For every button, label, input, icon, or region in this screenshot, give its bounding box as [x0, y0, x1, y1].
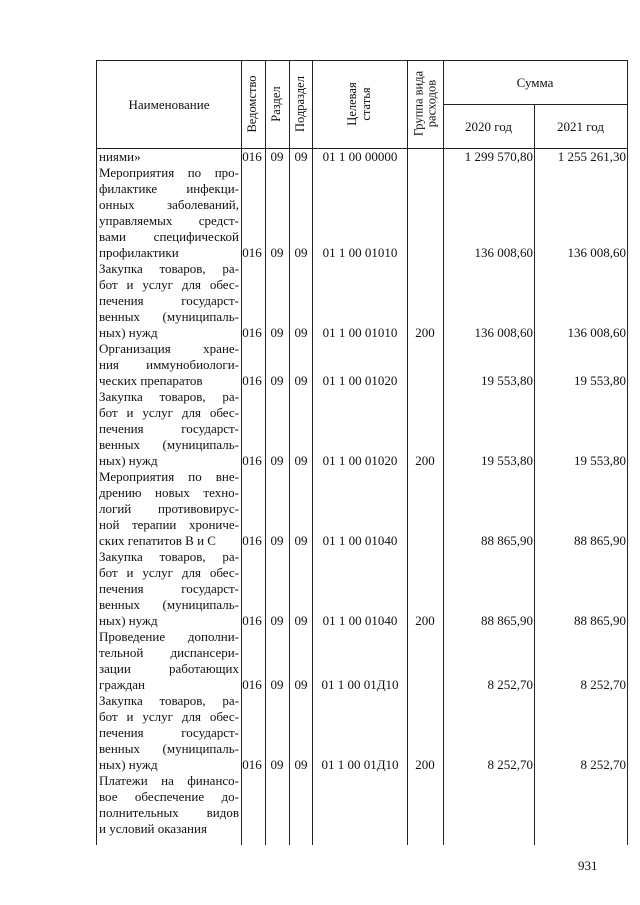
- table-right-border: [627, 60, 628, 845]
- row-podrazdel: 09: [294, 325, 308, 340]
- row-razdel: 09: [270, 613, 284, 628]
- row-name-line: Закупка товаров, ра-: [99, 693, 239, 708]
- row-vedomstvo: 016: [242, 453, 262, 468]
- row-sum-2021: 19 553,80: [574, 373, 626, 388]
- row-name-line: Мероприятия по про-: [99, 165, 239, 180]
- row-sum-2020: 8 252,70: [487, 757, 533, 772]
- row-name: [99, 165, 239, 261]
- row-celevaya-statya: 01 1 00 00000: [322, 149, 398, 164]
- row-sum-2021: 19 553,80: [574, 453, 626, 468]
- row-razdel: 09: [270, 373, 284, 388]
- row-name-line: ниями»: [99, 149, 141, 164]
- header-celevaya-2: статья: [359, 87, 373, 121]
- row-sum-2021: 8 252,70: [580, 677, 626, 692]
- row-name-line: Платежи на финансо-: [99, 773, 239, 788]
- row-name: [99, 261, 239, 341]
- row-sum-2020: 19 553,80: [481, 373, 533, 388]
- row-gruppa: 200: [415, 613, 435, 628]
- row-razdel: 09: [270, 325, 284, 340]
- row-name-line: вами специфической: [99, 229, 239, 244]
- row-celevaya-statya: 01 1 00 01010: [322, 325, 398, 340]
- row-name-line: дрению новых техно-: [99, 485, 239, 500]
- row-name-line: профилактики: [99, 245, 179, 260]
- row-name-line: ных) нужд: [99, 325, 158, 340]
- row-name-line: ных) нужд: [99, 453, 158, 468]
- row-name: [99, 693, 239, 773]
- row-celevaya-statya: 01 1 00 01040: [322, 533, 398, 548]
- row-name-line: граждан: [99, 677, 145, 692]
- header-razdel: Раздел: [269, 86, 283, 122]
- row-vedomstvo: 016: [242, 677, 262, 692]
- row-name: [99, 389, 239, 469]
- header-2021: 2021 год: [557, 119, 604, 134]
- header-2020: 2020 год: [465, 119, 512, 134]
- row-name: [99, 469, 239, 549]
- row-celevaya-statya: 01 1 00 01Д10: [321, 677, 399, 692]
- row-podrazdel: 09: [294, 373, 308, 388]
- row-name-line: ческих препаратов: [99, 373, 203, 388]
- col-divider-2021: [534, 104, 535, 845]
- header-summa: Сумма: [516, 75, 554, 90]
- row-name-line: Закупка товаров, ра-: [99, 261, 239, 276]
- row-celevaya-statya: 01 1 00 01020: [322, 453, 398, 468]
- row-name-line: ных) нужд: [99, 757, 158, 772]
- row-celevaya-statya: 01 1 00 01Д10: [321, 757, 399, 772]
- header-gruppa-2: расходов: [424, 79, 439, 128]
- row-razdel: 09: [270, 149, 284, 164]
- row-name-line: ных) нужд: [99, 613, 158, 628]
- row-name-line: логий противовирус-: [99, 501, 239, 516]
- row-name-line: бот и услуг для обес-: [99, 277, 239, 292]
- row-name-line: венных (муниципаль-: [99, 741, 239, 756]
- row-name-line: венных (муниципаль-: [99, 437, 239, 452]
- row-name-line: зации работающих: [99, 661, 239, 676]
- row-celevaya-statya: 01 1 00 01020: [322, 373, 398, 388]
- row-razdel: 09: [270, 453, 284, 468]
- row-celevaya-statya: 01 1 00 01010: [322, 245, 398, 260]
- header-gruppa-1: Группа вида: [411, 70, 426, 137]
- row-podrazdel: 09: [294, 453, 308, 468]
- row-vedomstvo: 016: [242, 613, 262, 628]
- row-podrazdel: 09: [294, 613, 308, 628]
- row-name-line: филактике инфекци-: [99, 181, 239, 196]
- row-razdel: 09: [270, 677, 284, 692]
- row-name: [99, 773, 239, 837]
- row-name-line: печения государст-: [99, 293, 239, 308]
- row-podrazdel: 09: [294, 533, 308, 548]
- row-sum-2021: 8 252,70: [580, 757, 626, 772]
- row-sum-2021: 88 865,90: [574, 613, 626, 628]
- row-name-line: Закупка товаров, ра-: [99, 389, 239, 404]
- row-vedomstvo: 016: [242, 533, 262, 548]
- table-left-border: [96, 60, 97, 845]
- row-name-line: печения государст-: [99, 421, 239, 436]
- header-celevaya-1: Целевая: [345, 82, 359, 126]
- summa-divider: [443, 104, 627, 105]
- row-gruppa: 200: [415, 453, 435, 468]
- row-name-line: тельной диспансери-: [99, 645, 239, 660]
- row-name-line: онных заболеваний,: [99, 197, 239, 212]
- table-top-border: [96, 60, 627, 61]
- row-celevaya-statya: 01 1 00 01040: [322, 613, 398, 628]
- row-name-line: печения государст-: [99, 581, 239, 596]
- row-sum-2020: 88 865,90: [481, 533, 533, 548]
- row-name-line: ния иммунобиологи-: [99, 357, 239, 372]
- row-vedomstvo: 016: [242, 325, 262, 340]
- row-name-line: Проведение дополни-: [99, 629, 239, 644]
- row-name-line: Мероприятия по вне-: [99, 469, 239, 484]
- header-vedomstvo: Ведомство: [245, 75, 259, 133]
- row-name-line: венных (муниципаль-: [99, 597, 239, 612]
- row-vedomstvo: 016: [242, 373, 262, 388]
- page-number: 931: [578, 858, 598, 873]
- row-name-line: бот и услуг для обес-: [99, 565, 239, 580]
- row-sum-2020: 19 553,80: [481, 453, 533, 468]
- row-vedomstvo: 016: [242, 757, 262, 772]
- row-name-line: печения государст-: [99, 725, 239, 740]
- row-sum-2020: 1 299 570,80: [464, 149, 533, 164]
- header-podrazdel: Подраздел: [293, 76, 307, 132]
- row-name-line: полнительных видов: [99, 805, 239, 820]
- row-name: [99, 549, 239, 629]
- row-name-line: и условий оказания: [99, 821, 207, 836]
- row-name-line: ной терапии хрониче-: [99, 517, 239, 532]
- row-name-line: бот и услуг для обес-: [99, 709, 239, 724]
- row-gruppa: 200: [415, 325, 435, 340]
- row-sum-2020: 8 252,70: [487, 677, 533, 692]
- row-sum-2020: 136 008,60: [474, 325, 533, 340]
- row-gruppa: 200: [415, 757, 435, 772]
- row-sum-2020: 136 008,60: [474, 245, 533, 260]
- row-podrazdel: 09: [294, 677, 308, 692]
- row-vedomstvo: 016: [242, 245, 262, 260]
- row-name: [99, 629, 239, 693]
- row-sum-2021: 1 255 261,30: [557, 149, 626, 164]
- row-name-line: управляемых средст-: [99, 213, 239, 228]
- row-name-line: Закупка товаров, ра-: [99, 549, 239, 564]
- header-name: Наименование: [128, 97, 210, 112]
- row-razdel: 09: [270, 757, 284, 772]
- row-name: [99, 149, 239, 165]
- row-sum-2021: 136 008,60: [567, 245, 626, 260]
- row-name-line: Организация хране-: [99, 341, 239, 356]
- row-podrazdel: 09: [294, 245, 308, 260]
- row-razdel: 09: [270, 245, 284, 260]
- row-name-line: бот и услуг для обес-: [99, 405, 239, 420]
- row-name-line: венных (муниципаль-: [99, 309, 239, 324]
- row-sum-2021: 88 865,90: [574, 533, 626, 548]
- row-vedomstvo: 016: [242, 149, 262, 164]
- row-sum-2021: 136 008,60: [567, 325, 626, 340]
- row-name-line: ских гепатитов В и С: [99, 533, 216, 548]
- row-podrazdel: 09: [294, 149, 308, 164]
- row-razdel: 09: [270, 533, 284, 548]
- row-podrazdel: 09: [294, 757, 308, 772]
- row-sum-2020: 88 865,90: [481, 613, 533, 628]
- row-name: [99, 341, 239, 389]
- row-name-line: вое обеспечение до-: [99, 789, 239, 804]
